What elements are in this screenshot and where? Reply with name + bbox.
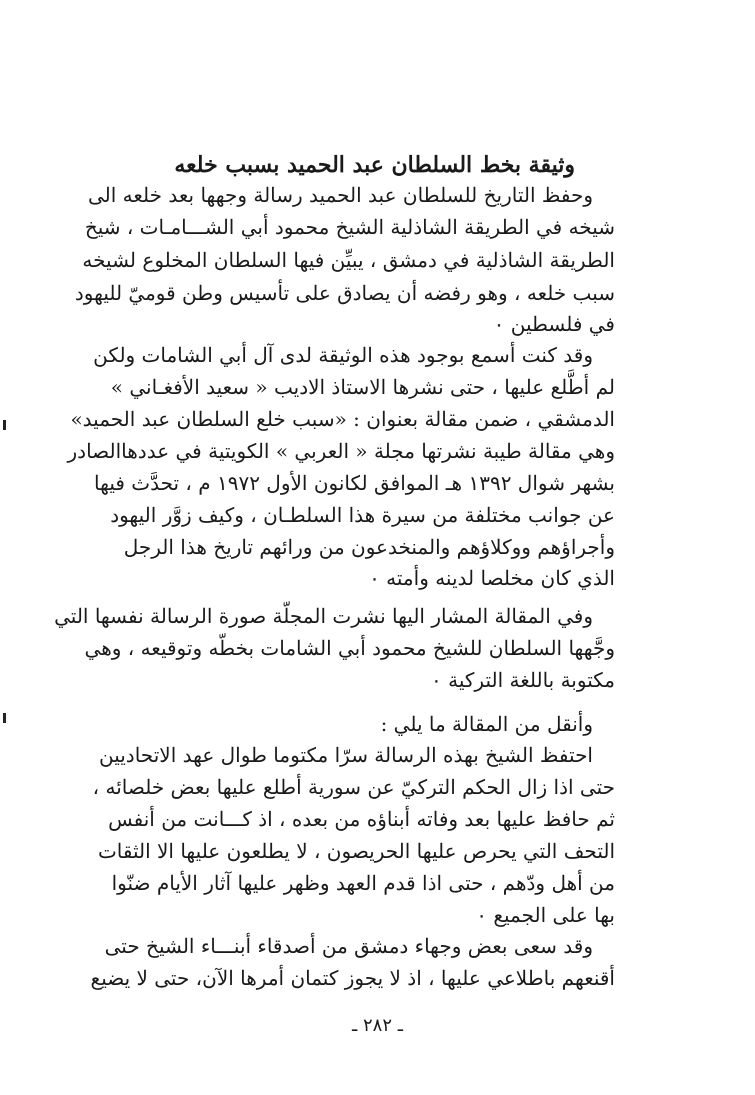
- text-line: الذي كان مخلصا لدينه وأمته ٠: [369, 566, 615, 590]
- text-line: لم أطَّلع عليها ، حتى نشرها الاستاذ الاديب « سعيد الأفغـاني »: [110, 375, 615, 399]
- text-line: حتى اذا زال الحكم التركيّ عن سورية أطلع عليها بعض خلصائه ،: [92, 775, 615, 799]
- text-line: عن جوانب مختلفة من سيرة هذا السلطـان ، وكيف زوَّر اليهود: [110, 503, 615, 527]
- text-line: وفي المقالة المشار اليها نشرت المجلّة صورة الرسالة نفسها التي: [54, 604, 593, 628]
- text-line: بشهر شوال ١٣٩٢ هـ الموافق لكانون الأول ١٩٧٢ م ، تحدَّث فيها: [94, 471, 615, 495]
- text-line: وحفظ التاريخ للسلطان عبد الحميد رسالة وجهها بعد خلعه الى: [87, 183, 593, 207]
- text-line: احتفظ الشيخ بهذه الرسالة سرّا مكتوما طوال عهد الاتحاديين: [98, 743, 593, 767]
- text-line: في فلسطين ٠: [493, 312, 615, 336]
- text-line: وجَّهها السلطان للشيخ محمود أبي الشامات بخطّه وتوقيعه ، وهي: [84, 636, 615, 660]
- text-line: وهي مقالة طيبة نشرتها مجلة « العربي » الكويتية في عددهاالصادر: [67, 439, 615, 463]
- text-line: وقد سعى بعض وجهاء دمشق من أصدقاء أبنـــاء الشيخ حتى: [104, 934, 593, 958]
- document-title: وثيقة بخط السلطان عبد الحميد بسبب خلعه: [174, 152, 575, 178]
- text-line: بها على الجميع ٠: [476, 903, 615, 927]
- text-line: الطريقة الشاذلية في دمشق ، يبيِّن فيها السلطان المخلوع لشيخه: [82, 248, 615, 272]
- text-line: سبب خلعه ، وهو رفضه أن يصادق على تأسيس وطن قوميّ لليهود: [74, 281, 615, 305]
- text-line: شيخه في الطريقة الشاذلية الشيخ محمود أبي الشـــامـات ، شيخ: [84, 215, 615, 239]
- text-line: الدمشقي ، ضمن مقالة بعنوان : «سبب خلع السلطان عبد الحميد»: [70, 407, 615, 431]
- text-line: وأجراؤهم ووكلاؤهم والمنخدعون من ورائهم تاريخ هذا الرجل: [123, 535, 615, 559]
- page-number: ـ ٢٨٢ ـ: [351, 1015, 403, 1036]
- scan-edge-mark: [3, 420, 6, 430]
- scan-edge-mark: [3, 713, 6, 723]
- text-line: مكتوبة باللغة التركية ٠: [431, 668, 615, 692]
- text-line: من أهل ودّهم ، حتى اذا قدم العهد وظهر عليها آثار الأيام ضنّوا: [111, 871, 615, 895]
- text-line: ثم حافظ عليها بعد وفاته أبناؤه من بعده ، اذ كـــانت من أنفس: [108, 807, 615, 831]
- text-line: التحف التي يحرص عليها الحريصون ، لا يطلعون عليها الا الثقات: [97, 839, 615, 863]
- text-line: وقد كنت أسمع بوجود هذه الوثيقة لدى آل أبي الشامات ولكن: [93, 343, 593, 367]
- text-line: أقنعهم باطلاعي عليها ، اذ لا يجوز كتمان أمرها الآن، حتى لا يضيع: [90, 966, 615, 990]
- text-line: وأنقل من المقالة ما يلي :: [380, 712, 593, 736]
